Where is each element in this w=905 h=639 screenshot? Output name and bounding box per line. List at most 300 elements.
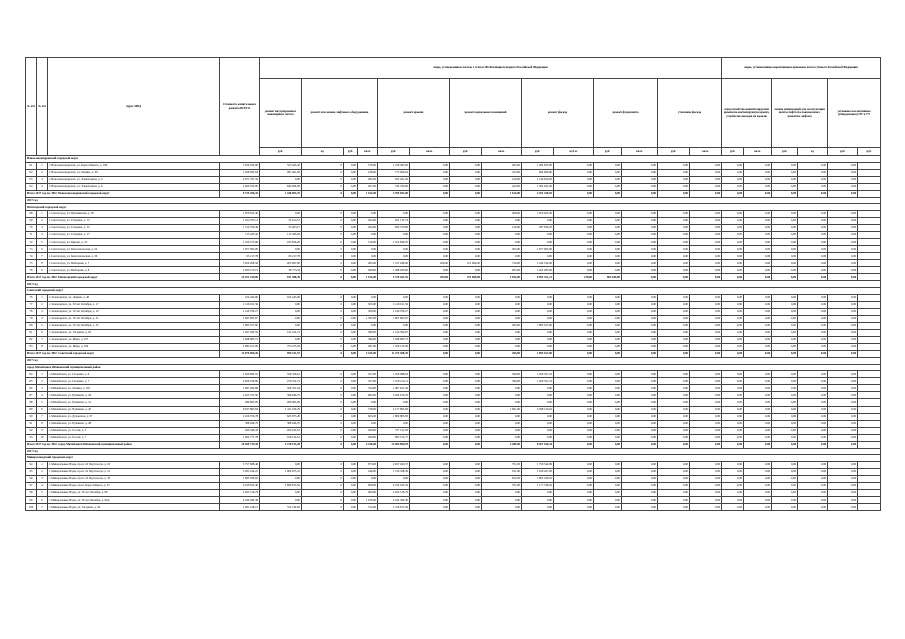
value-cell: 701,00 [482, 461, 522, 468]
value-cell: 0,00 [522, 329, 554, 336]
value-cell: 0,00 [722, 301, 744, 308]
value-cell: 0,00 [522, 427, 554, 434]
row-number: 72 [26, 239, 37, 246]
total-cell: 0,00 [410, 190, 450, 197]
value-cell: 0,00 [622, 344, 658, 351]
value-cell: 0,00 [344, 392, 358, 399]
table-row [26, 336, 881, 343]
value-cell: 0,00 [410, 399, 450, 406]
value-cell: 0,00 [772, 469, 798, 476]
value-cell: 0,00 [410, 322, 450, 329]
total-cell: 0,00 [772, 274, 798, 281]
value-cell: 0,00 [828, 294, 858, 301]
row-index: 7 [37, 504, 48, 511]
value-cell: 0,00 [482, 218, 522, 225]
value-cell: 1 487 621,36 [378, 385, 410, 392]
total-label: Итого 2017 год по: МО: Советский городской округ [26, 351, 220, 358]
value-cell: 574 744,82 [260, 504, 302, 511]
total-cell: 1 895 167,60 [522, 351, 554, 358]
row-address: г. Светлоград, ул. Гагарина, д. 15 [48, 225, 220, 232]
row-address: г. Минеральные Воды, пр-кт. 22 Партсъезда, д. 33 [48, 476, 220, 483]
value-cell: 682,00 [358, 392, 378, 399]
row-index: 8 [37, 344, 48, 351]
value-cell: 0,00 [450, 399, 482, 406]
value-cell: 0,00 [828, 183, 858, 190]
value-cell: 0,00 [722, 490, 744, 497]
value-cell: 0,00 [772, 476, 798, 483]
value-cell: 0,00 [658, 211, 690, 218]
value-cell: 0,00 [798, 301, 828, 308]
total-cell: 0,00 [594, 190, 622, 197]
value-cell: 0,00 [690, 322, 722, 329]
value-cell: 0,00 [828, 434, 858, 441]
empty-cell [858, 169, 881, 176]
value-cell: 1 895 167,60 [220, 322, 260, 329]
header-sub-lift: ремонт или замена лифтового оборудования [302, 79, 378, 148]
value-cell: 0 [302, 267, 344, 274]
value-cell: 0,00 [554, 211, 594, 218]
value-cell: 1 177 336,02 [522, 483, 554, 490]
header-total-cost: Стоимость капитального ремонта ВСЕГО [220, 58, 260, 156]
value-cell: 0,00 [772, 232, 798, 239]
value-cell: 0,00 [798, 162, 828, 169]
value-cell: 0 [302, 239, 344, 246]
value-cell: 0,00 [828, 336, 858, 343]
value-cell: 0,00 [798, 176, 828, 183]
row-index: 2 [37, 169, 48, 176]
empty-cell [858, 162, 881, 169]
value-cell: 994 370,80 [378, 225, 410, 232]
value-cell: 0,00 [658, 434, 690, 441]
value-cell: 0,00 [622, 497, 658, 504]
value-cell: 303,00 [358, 301, 378, 308]
value-cell: 0,00 [450, 406, 482, 413]
unit-cell: куб.м. [554, 148, 594, 156]
total-cell: 6 993 321,21 [522, 274, 554, 281]
total-cell: 471 669,00 [450, 274, 482, 281]
empty-cell [858, 253, 881, 260]
value-cell: 0,00 [798, 490, 828, 497]
value-cell: 0,00 [594, 461, 622, 468]
value-cell: 0,00 [482, 490, 522, 497]
value-cell: 0,00 [410, 253, 450, 260]
municipality-name: Минераловодский городской округ [26, 455, 881, 462]
total-cell: 0,00 [798, 351, 828, 358]
value-cell: 0,00 [410, 329, 450, 336]
value-cell: 0,00 [658, 504, 690, 511]
municipality-name: город Михайловск Шпаковский муниципальный район [26, 364, 881, 371]
value-cell: 0,00 [658, 183, 690, 190]
total-cell: 0,00 [828, 351, 858, 358]
value-cell: 908,00 [358, 483, 378, 490]
unit-cell: руб. [772, 148, 798, 156]
value-cell: 0,00 [554, 176, 594, 183]
total-cell: 20 569 739,45 [220, 441, 260, 448]
table-row [26, 308, 881, 315]
value-cell: 0,00 [410, 427, 450, 434]
value-cell: 0,00 [828, 392, 858, 399]
value-cell: 0,00 [344, 232, 358, 239]
value-cell: 0,00 [410, 490, 450, 497]
total-cell: 0,00 [594, 441, 622, 448]
value-cell: 0,00 [828, 385, 858, 392]
value-cell: 53 403,17 [260, 225, 302, 232]
value-cell: 0,00 [722, 399, 744, 406]
value-cell: 0,00 [722, 260, 744, 267]
value-cell: 3 048 126,02 [522, 406, 554, 413]
municipality-header-row [26, 156, 881, 163]
value-cell: 0,00 [772, 420, 798, 427]
value-cell: 0,00 [658, 406, 690, 413]
row-number: 90 [26, 413, 37, 420]
total-cell: 0,00 [344, 274, 358, 281]
row-index: 5 [37, 399, 48, 406]
value-cell: 0,00 [344, 469, 358, 476]
value-cell: 0,00 [594, 308, 622, 315]
value-cell: 0,00 [344, 344, 358, 351]
value-cell: 0,00 [522, 344, 554, 351]
header-sub-roof: ремонт крыши [378, 79, 450, 148]
table-row [26, 420, 881, 427]
header-sub-foundation: ремонт фундамента [594, 79, 658, 148]
value-cell: 0 [302, 176, 344, 183]
municipality-header-row [26, 204, 881, 211]
value-cell: 0,00 [828, 413, 858, 420]
row-number: 82 [26, 336, 37, 343]
total-cell: 0,00 [658, 441, 690, 448]
row-address: г. Минеральные Воды, ул. 50 лет Октября, д. 99А [48, 497, 220, 504]
unit-cell: кв.м. [744, 148, 772, 156]
table-row [26, 497, 881, 504]
value-cell: 0,00 [622, 329, 658, 336]
row-index: 1 [37, 211, 48, 218]
value-cell: 0,00 [798, 427, 828, 434]
value-cell: 2 106 700,78 [220, 413, 260, 420]
value-cell: 0,00 [594, 225, 622, 232]
value-cell: 6 637 865,84 [220, 406, 260, 413]
value-cell: 0,00 [690, 260, 722, 267]
municipality-name: Советский городской округ [26, 288, 881, 295]
value-cell: 0,00 [722, 308, 744, 315]
value-cell: 0,00 [410, 483, 450, 490]
value-cell: 0,00 [772, 461, 798, 468]
value-cell: 0,00 [798, 336, 828, 343]
value-cell: 0 [302, 315, 344, 322]
value-cell: 0,00 [594, 392, 622, 399]
value-cell: 0,00 [410, 476, 450, 483]
value-cell: 405,00 [482, 246, 522, 253]
value-cell: 0,00 [410, 246, 450, 253]
value-cell: 141 102,72 [260, 329, 302, 336]
value-cell: 0,00 [410, 497, 450, 504]
value-cell: 294,00 [358, 225, 378, 232]
row-address: г. Новоалександровск, ул. Карла Маркса, д. 180 [48, 162, 220, 169]
row-number: 98 [26, 490, 37, 497]
value-cell: 0,00 [554, 385, 594, 392]
table-row [26, 322, 881, 329]
value-cell: 0,00 [622, 427, 658, 434]
row-index: 2 [37, 378, 48, 385]
value-cell: 63 217,78 [260, 253, 302, 260]
total-cell: 209,00 [410, 274, 450, 281]
unit-cell: руб. [522, 148, 554, 156]
row-number: 99 [26, 497, 37, 504]
total-cell: 1 914,00 [358, 274, 378, 281]
value-cell: 0,00 [798, 315, 828, 322]
value-cell: 0,00 [410, 315, 450, 322]
value-cell: 0,00 [772, 504, 798, 511]
value-cell: 0,00 [722, 183, 744, 190]
value-cell: 811,00 [482, 469, 522, 476]
row-address: г. Минеральные Воды, ул. 50 лет Октября, д. 89 [48, 490, 220, 497]
value-cell: 0,00 [744, 260, 772, 267]
value-cell: 0,00 [378, 420, 410, 427]
total-cell: 0,00 [658, 190, 690, 197]
value-cell: 0,00 [690, 371, 722, 378]
value-cell: 0,00 [690, 301, 722, 308]
value-cell: 0,00 [722, 211, 744, 218]
value-cell: 1 416 673,39 [378, 504, 410, 511]
header-sub-engineering: ремонт внутридомовых инженерных систем [260, 79, 302, 148]
value-cell: 0,00 [744, 476, 772, 483]
value-cell: 1 422 285,00 [522, 267, 554, 274]
value-cell: 481,00 [358, 344, 378, 351]
value-cell: 0,00 [622, 371, 658, 378]
value-cell: 0,00 [410, 504, 450, 511]
value-cell: 0,00 [690, 490, 722, 497]
total-cell: 5 726 261,92 [378, 274, 410, 281]
value-cell: 0,00 [690, 267, 722, 274]
value-cell: 0,00 [522, 413, 554, 420]
header-sub-facade: ремонт фасада [522, 79, 594, 148]
row-number: 76 [26, 267, 37, 274]
total-cell: 2 489,00 [482, 441, 522, 448]
value-cell: 0,00 [798, 294, 828, 301]
value-cell: 0 [302, 490, 344, 497]
total-cell: 0,00 [722, 274, 744, 281]
value-cell: 0,00 [722, 420, 744, 427]
value-cell: 0,00 [798, 378, 828, 385]
total-cell: 0,00 [772, 351, 798, 358]
value-cell: 0,00 [522, 392, 554, 399]
unit-cell: кв.м. [690, 148, 722, 156]
total-cell: 3 785 053,00 [378, 190, 410, 197]
value-cell: 0,00 [798, 434, 828, 441]
value-cell: 0,00 [450, 267, 482, 274]
value-cell: 0,00 [744, 169, 772, 176]
table-row [26, 211, 881, 218]
value-cell: 398 946,70 [260, 392, 302, 399]
value-cell: 665,00 [358, 413, 378, 420]
value-cell: 0,00 [554, 329, 594, 336]
value-cell: 115 443,42 [260, 232, 302, 239]
value-cell: 0,00 [772, 169, 798, 176]
year-label: 2017 год [26, 448, 881, 455]
value-cell: 281 461,00 [260, 169, 302, 176]
value-cell: 5 285 224,25 [220, 469, 260, 476]
row-index: 3 [37, 308, 48, 315]
unit-cell: руб. [378, 148, 410, 156]
row-address: г. Зеленокумск, ул. 50 лет Октября, д. 17 [48, 301, 220, 308]
value-cell: 0,00 [772, 413, 798, 420]
value-cell: 0,00 [722, 461, 744, 468]
value-cell: 0 [302, 344, 344, 351]
value-cell: 0,00 [594, 490, 622, 497]
value-cell: 0 [302, 329, 344, 336]
value-cell: 0,00 [554, 399, 594, 406]
value-cell: 0,00 [358, 399, 378, 406]
value-cell: 0,00 [554, 315, 594, 322]
row-index: 4 [37, 183, 48, 190]
value-cell: 873,00 [358, 461, 378, 468]
total-cell: 0,00 [450, 351, 482, 358]
table-row [26, 413, 881, 420]
value-cell: 0,00 [344, 176, 358, 183]
value-cell: 0,00 [744, 336, 772, 343]
value-cell: 1 800 885,83 [378, 413, 410, 420]
value-cell: 0,00 [744, 162, 772, 169]
value-cell: 1 062 777,78 [220, 434, 260, 441]
empty-cell [858, 267, 881, 274]
row-address: г. Зеленокумск, ул. Ленина, д. 40 [48, 294, 220, 301]
value-cell: 0,00 [722, 392, 744, 399]
value-cell: 0,00 [594, 371, 622, 378]
value-cell: 2 950 115,15 [220, 267, 260, 274]
value-cell: 0,00 [722, 504, 744, 511]
total-row [26, 274, 881, 281]
value-cell: 0,00 [410, 308, 450, 315]
value-cell: 0,00 [554, 483, 594, 490]
value-cell: 0,00 [798, 246, 828, 253]
total-cell: 0,00 [828, 441, 858, 448]
value-cell: 0,00 [658, 399, 690, 406]
value-cell: 0,00 [622, 211, 658, 218]
row-address: г. Минеральные Воды, пр-кт. Карла Маркса, д. 47 [48, 483, 220, 490]
value-cell: 388 946,70 [220, 420, 260, 427]
value-cell: 0,00 [410, 225, 450, 232]
value-cell: 0,00 [482, 315, 522, 322]
value-cell: 722,00 [358, 504, 378, 511]
row-address: г. Минеральные Воды, ул. Гагарина, д. 59 [48, 504, 220, 511]
table-row [26, 434, 881, 441]
table-row [26, 246, 881, 253]
value-cell: 1 895 189,02 [522, 476, 554, 483]
value-cell: 1 320 373,06 [220, 239, 260, 246]
value-cell: 0,00 [378, 476, 410, 483]
row-address: г. Минеральные Воды, пр-кт. 22 Партсъезда, д. 10 [48, 461, 220, 468]
value-cell: 0,00 [450, 427, 482, 434]
value-cell: 471 669,00 [450, 260, 482, 267]
value-cell: 0,00 [450, 315, 482, 322]
total-label: Итого 2017 год по: МО: Новоалександровский городской округ [26, 190, 220, 197]
value-cell: 0,00 [450, 225, 482, 232]
value-cell: 0,00 [722, 267, 744, 274]
value-cell: 0 [302, 483, 344, 490]
table-row [26, 239, 881, 246]
value-cell: 0,00 [772, 344, 798, 351]
value-cell: 0,00 [410, 406, 450, 413]
value-cell: 0,00 [828, 169, 858, 176]
value-cell: 0,00 [658, 378, 690, 385]
value-cell: 0,00 [260, 301, 302, 308]
value-cell: 0,00 [722, 225, 744, 232]
value-cell: 0,00 [260, 308, 302, 315]
value-cell: 0,00 [722, 239, 744, 246]
row-index: 4 [37, 392, 48, 399]
value-cell: 0,00 [410, 371, 450, 378]
value-cell: 0,00 [554, 322, 594, 329]
value-cell: 0,00 [410, 385, 450, 392]
row-index: 4 [37, 483, 48, 490]
row-address: г. Светлоград, ул. Комсомольская, д. 36 [48, 253, 220, 260]
value-cell: 0 [302, 294, 344, 301]
header-sub-insulation: утепление фасада [658, 79, 722, 148]
total-cell: 999 221,57 [260, 351, 302, 358]
value-cell: 0,00 [744, 497, 772, 504]
value-cell: 0,00 [828, 267, 858, 274]
total-cell: 0,00 [722, 190, 744, 197]
value-cell: 0,00 [690, 246, 722, 253]
value-cell: 0,00 [744, 329, 772, 336]
year-header-row [26, 281, 881, 288]
value-cell: 0,00 [690, 253, 722, 260]
value-cell: 3 030 032,00 [220, 162, 260, 169]
value-cell: 0,00 [772, 162, 798, 169]
total-cell: 0,00 [798, 190, 828, 197]
value-cell: 0,00 [594, 469, 622, 476]
header-sub-roof-rebuild: переустройство невентилируемой крыши на вентилируемую крышу, устройство выходов на кровлю [722, 79, 772, 148]
value-cell: 0,00 [554, 169, 594, 176]
empty-cell [858, 218, 881, 225]
value-cell: 0,00 [744, 385, 772, 392]
value-cell: 1 395,00 [358, 315, 378, 322]
value-cell: 0,00 [344, 329, 358, 336]
row-number: 79 [26, 315, 37, 322]
value-cell: 287 830,20 [522, 225, 554, 232]
row-index: 10 [37, 434, 48, 441]
value-cell: 0,00 [594, 406, 622, 413]
value-cell: 0,00 [450, 385, 482, 392]
row-index: 6 [37, 406, 48, 413]
value-cell: 652,00 [482, 476, 522, 483]
value-cell: 0,00 [594, 378, 622, 385]
value-cell: 0 [302, 211, 344, 218]
value-cell: 0,00 [690, 385, 722, 392]
row-address: г. Светлоград, ул. Пушкинская, д. 50 [48, 211, 220, 218]
value-cell: 0,00 [450, 294, 482, 301]
unit-cell: руб. [658, 148, 690, 156]
value-cell: 0,00 [828, 469, 858, 476]
value-cell: 0,00 [358, 246, 378, 253]
value-cell: 309,00 [358, 308, 378, 315]
value-cell: 0,00 [344, 239, 358, 246]
unit-cell: руб. [594, 148, 622, 156]
value-cell: 0,00 [554, 406, 594, 413]
value-cell: 0,00 [798, 232, 828, 239]
row-number: 63 [26, 176, 37, 183]
row-address: г. Зеленокумск, ул. Мира, д. 109 [48, 344, 220, 351]
value-cell: 0,00 [344, 211, 358, 218]
value-cell: 0,00 [344, 427, 358, 434]
value-cell: 0,00 [744, 413, 772, 420]
value-cell: 0 [302, 232, 344, 239]
value-cell: 0,00 [828, 246, 858, 253]
value-cell: 325,00 [482, 169, 522, 176]
value-cell: 2 460 702,00 [220, 183, 260, 190]
value-cell: 0,00 [658, 497, 690, 504]
row-address: г. Михайловск, ул. Пушкина, д. 29 [48, 392, 220, 399]
value-cell: 0,00 [658, 329, 690, 336]
